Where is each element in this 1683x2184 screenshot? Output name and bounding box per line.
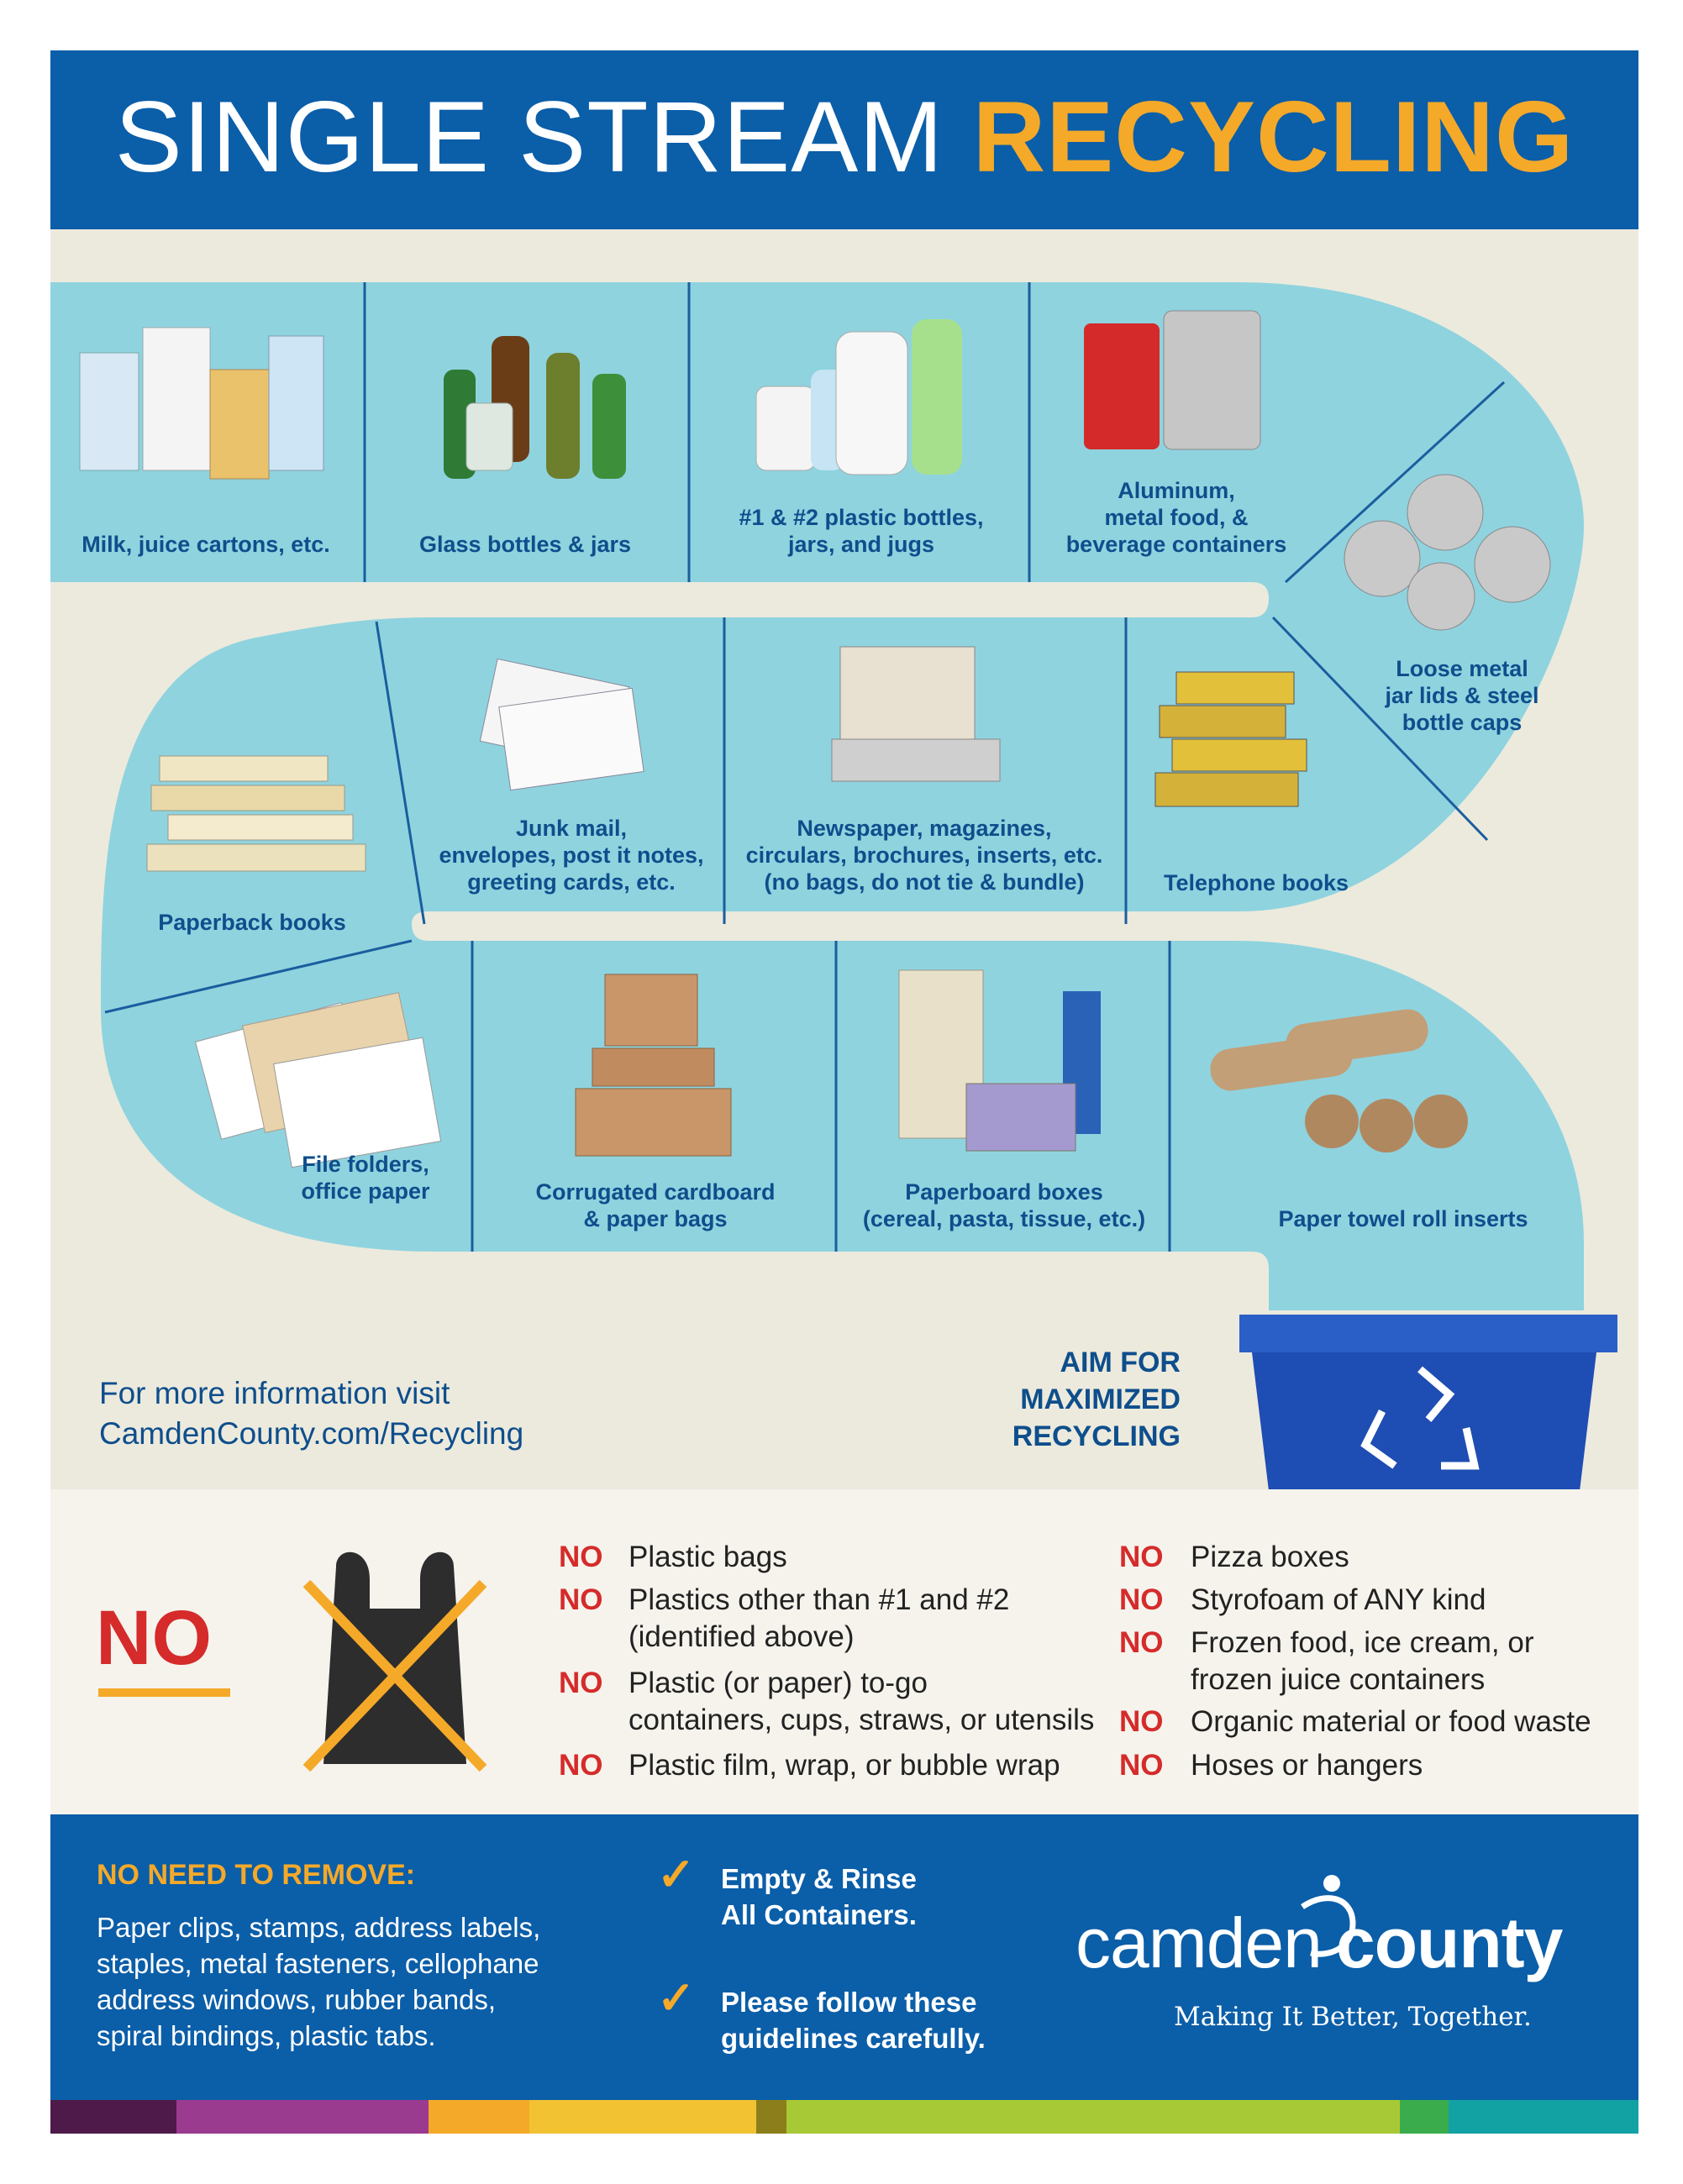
no-item-styrofoam: Styrofoam of ANY kind (1191, 1583, 1486, 1616)
label-paperboard (844, 1179, 1164, 1232)
no-item-frozen-food (1191, 1625, 1534, 1698)
color-stripe (176, 2100, 429, 2134)
no-item-text: containers, cups, straws, or utensils (628, 1704, 1095, 1736)
no-item-to-go-containers (628, 1665, 1094, 1739)
no-need-list (97, 1909, 618, 2054)
no-item-pizza-boxes: Pizza boxes (1191, 1541, 1349, 1573)
label-cardboard-line2: & paper bags (583, 1206, 728, 1231)
label-telephone-books: Telephone books (1163, 870, 1349, 895)
label-junk-line2: envelopes, post it notes, (439, 843, 704, 868)
no-item-text: Plastics other than #1 and #2 (628, 1583, 1010, 1616)
no-label: NO (559, 1583, 603, 1616)
no-label: NO (1119, 1583, 1164, 1616)
no-need-heading: NO NEED TO REMOVE: (97, 1859, 416, 1891)
no-item-hoses: Hoses or hangers (1191, 1749, 1423, 1782)
label-news-line1: Newspaper, magazines, (797, 816, 1052, 841)
title-part-single-stream: SINGLE STREAM (114, 81, 973, 193)
logo-county: county (1336, 1903, 1563, 1982)
guidelines-line2: guidelines carefully. (721, 2023, 986, 2054)
no-need-line: address windows, rubber bands, (97, 1984, 497, 2015)
color-stripe (1400, 2100, 1449, 2134)
color-stripe (529, 2100, 756, 2134)
label-junk-line1: Junk mail, (515, 816, 628, 841)
county-logo-figure-icon (1294, 1873, 1361, 1966)
newspaper-icon (832, 647, 1000, 781)
label-towel-rolls: Paper towel roll inserts (1278, 1206, 1528, 1231)
no-item-text: frozen juice containers (1191, 1663, 1486, 1696)
label-paperboard-line1: Paperboard boxes (905, 1179, 1103, 1205)
tagline: Making It Better, Together. (1174, 2002, 1532, 2032)
no-need-line: spiral bindings, plastic tabs. (97, 2020, 436, 2051)
no-label: NO (1119, 1705, 1164, 1738)
no-label: NO (559, 1541, 603, 1573)
guidelines-line1: Please follow these (721, 1987, 977, 2018)
no-item-plastic-film: Plastic film, wrap, or bubble wrap (628, 1749, 1060, 1782)
aim-line2: MAXIMIZED (1020, 1383, 1181, 1415)
no-item-text: (identified above) (628, 1620, 855, 1653)
more-info-link[interactable]: CamdenCounty.com/Recycling (99, 1416, 524, 1451)
no-item-organic: Organic material or food waste (1191, 1705, 1591, 1738)
label-newspaper (731, 815, 1118, 895)
no-label: NO (559, 1667, 603, 1699)
no-item-text: Plastic (or paper) to-go (628, 1667, 928, 1699)
more-info-text: For more information visit (99, 1376, 450, 1410)
title-part-recycling: RECYCLING (972, 81, 1575, 193)
color-stripe (756, 2100, 786, 2134)
label-aluminum-line1: Aluminum, (1118, 478, 1235, 503)
label-jar-lids (1353, 655, 1571, 736)
aim-text (975, 1344, 1181, 1455)
label-junk-line3: greeting cards, etc. (467, 869, 676, 895)
label-plastic (706, 504, 1017, 558)
label-plastic-line1: #1 & #2 plastic bottles, (739, 505, 984, 530)
no-label: NO (559, 1749, 603, 1782)
label-aluminum-line2: metal food, & (1104, 505, 1249, 530)
label-plastic-line2: jars, and jugs (787, 532, 935, 557)
no-label: NO (1119, 1749, 1164, 1782)
label-aluminum-line3: beverage containers (1065, 532, 1287, 557)
aim-line3: RECYCLING (1012, 1420, 1181, 1452)
empty-rinse-line1: Empty & Rinse (721, 1863, 917, 1894)
label-folders-line2: office paper (301, 1179, 430, 1204)
no-item-other-plastics (628, 1582, 1009, 1656)
label-cartons: Milk, juice cartons, etc. (82, 532, 330, 557)
cans-icon (1084, 311, 1260, 449)
label-news-line2: circulars, brochures, inserts, etc. (745, 843, 1103, 868)
no-need-line: Paper clips, stamps, address labels, (97, 1912, 541, 1943)
color-stripe (1449, 2100, 1638, 2134)
label-lids-line3: bottle caps (1402, 710, 1523, 735)
no-label: NO (1119, 1626, 1164, 1659)
no-need-line: staples, metal fasteners, cellophane (97, 1948, 539, 1979)
label-junk-mail (424, 815, 718, 895)
no-label: NO (1119, 1541, 1164, 1573)
label-paperback-books: Paperback books (158, 910, 346, 935)
color-stripe (50, 2100, 176, 2134)
recycling-bin-icon (1239, 1315, 1617, 1491)
aim-line1: AIM FOR (1060, 1347, 1181, 1378)
color-stripe (786, 2100, 1400, 2134)
label-cardboard-line1: Corrugated cardboard (535, 1179, 776, 1205)
color-stripe (429, 2100, 529, 2134)
no-item-plastic-bags: Plastic bags (628, 1541, 787, 1573)
no-heading: NO (96, 1595, 212, 1681)
label-news-line3: (no bags, do not tie & bundle) (764, 869, 1085, 895)
label-file-folders (269, 1151, 462, 1205)
label-paperboard-line2: (cereal, pasta, tissue, etc.) (862, 1206, 1146, 1231)
logo-camden: camden (1076, 1903, 1322, 1982)
no-heading-underline (98, 1688, 230, 1697)
label-folders-line1: File folders, (302, 1152, 429, 1177)
label-glass: Glass bottles & jars (418, 532, 632, 557)
plastic-bag-crossed-icon (302, 1546, 487, 1777)
label-aluminum (1046, 477, 1307, 558)
label-cardboard (504, 1179, 807, 1232)
label-lids-line2: jar lids & steel (1385, 683, 1539, 708)
telephone-books-icon (1155, 672, 1307, 806)
empty-rinse-line2: All Containers. (721, 1899, 917, 1930)
label-lids-line1: Loose metal (1396, 656, 1528, 681)
follow-guidelines-note (721, 1984, 986, 2056)
empty-rinse-note (721, 1861, 917, 1933)
checkmark-icon: ✓ (657, 1850, 696, 1900)
more-info (99, 1373, 523, 1454)
no-item-text: Frozen food, ice cream, or (1191, 1626, 1534, 1659)
checkmark-icon: ✓ (657, 1973, 696, 2024)
